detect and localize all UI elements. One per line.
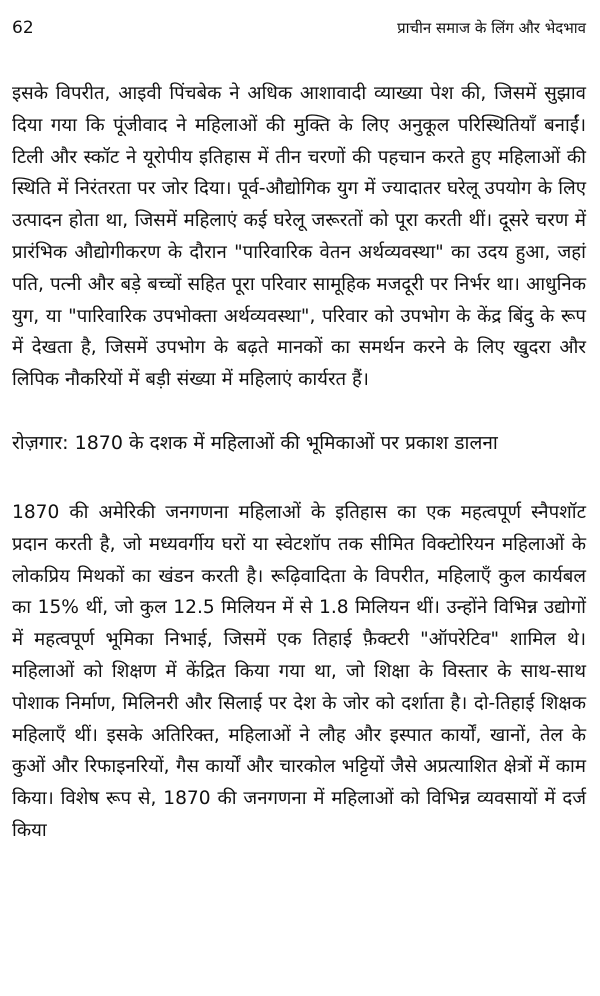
running-title: प्राचीन समाज के लिंग और भेदभाव [397,19,586,37]
section-heading: रोज़गार: 1870 के दशक में महिलाओं की भूमिकाओं पर प्रकाश डालना [12,431,498,454]
page-number: 62 [12,18,34,38]
body-paragraph-1: इसके विपरीत, आइवी पिंचबेक ने अधिक आशावादी व्याख्या पेश की, जिसमें सुझाव दिया गया कि पूंजीवाद ने महिलाओं की मुक्ति के लिए अनुकूल परिस्थितियाँ बनाईं। टिली और स्कॉट ने यूरोपीय इतिहास में तीन चरणों की पहचान करते हुए महिलाओं की स्थिति में निरंतरता पर जोर दिया। पूर्व-औद्योगिक युग में ज्यादातर घरेलू उपयोग के लिए उत्पादन होता था, जिसमें महिलाएं कई घरेलू जरूरतों को पूरा करती थीं। दूसरे चरण में प्रारंभिक औद्योगीकरण के दौरान "पारिवारिक वेतन अर्थव्यवस्था" का उदय हुआ, जहां पति, पत्नी और बड़े बच्चों सहित पूरा परिवार सामूहिक मजदूरी पर निर्भर था। आधुनिक युग, या "पारिवारिक उपभोक्ता अर्थव्यवस्था", परिवार को उपभोग के केंद्र बिंदु के रूप में देखता है, जिसमें उपभोग के बढ़ते मानकों का समर्थन करने के लिए खुदरा और लिपिक नौकरियों में बड़ी संख्या में महिलाएं कार्यरत हैं। [12,83,586,391]
running-header [12,18,586,38]
body-paragraph-2: 1870 की अमेरिकी जनगणना महिलाओं के इतिहास का एक महत्वपूर्ण स्नैपशॉट प्रदान करती है, जो मध्यवर्गीय घरों या स्वेटशॉप तक सीमित विक्टोरियन महिलाओं के लोकप्रिय मिथकों का खंडन करती है। रूढ़िवादिता के विपरीत, महिलाएँ कुल कार्यबल का 15% थीं, जो कुल 12.5 मिलियन में से 1.8 मिलियन थीं। उन्होंने विभिन्न उद्योगों में महत्वपूर्ण भूमिका निभाई, जिसमें एक तिहाई फ़ैक्टरी "ऑपरेटिव" शामिल थे। महिलाओं को शिक्षण में केंद्रित किया गया था, जो शिक्षा के विस्तार के साथ-साथ पोशाक निर्माण, मिलिनरी और सिलाई पर देश के जोर को दर्शाता है। दो-तिहाई शिक्षक महिलाएँ थीं। इसके अतिरिक्त, महिलाओं ने लौह और इस्पात कार्यों, खानों, तेल के कुओं और रिफाइनरियों, गैस कार्यों और चारकोल भट्टियों जैसे अप्रत्याशित क्षेत्रों में काम किया। विशेष रूप से, 1870 की जनगणना में महिलाओं को विभिन्न व्यवसायों में दर्ज किया [12,501,586,841]
